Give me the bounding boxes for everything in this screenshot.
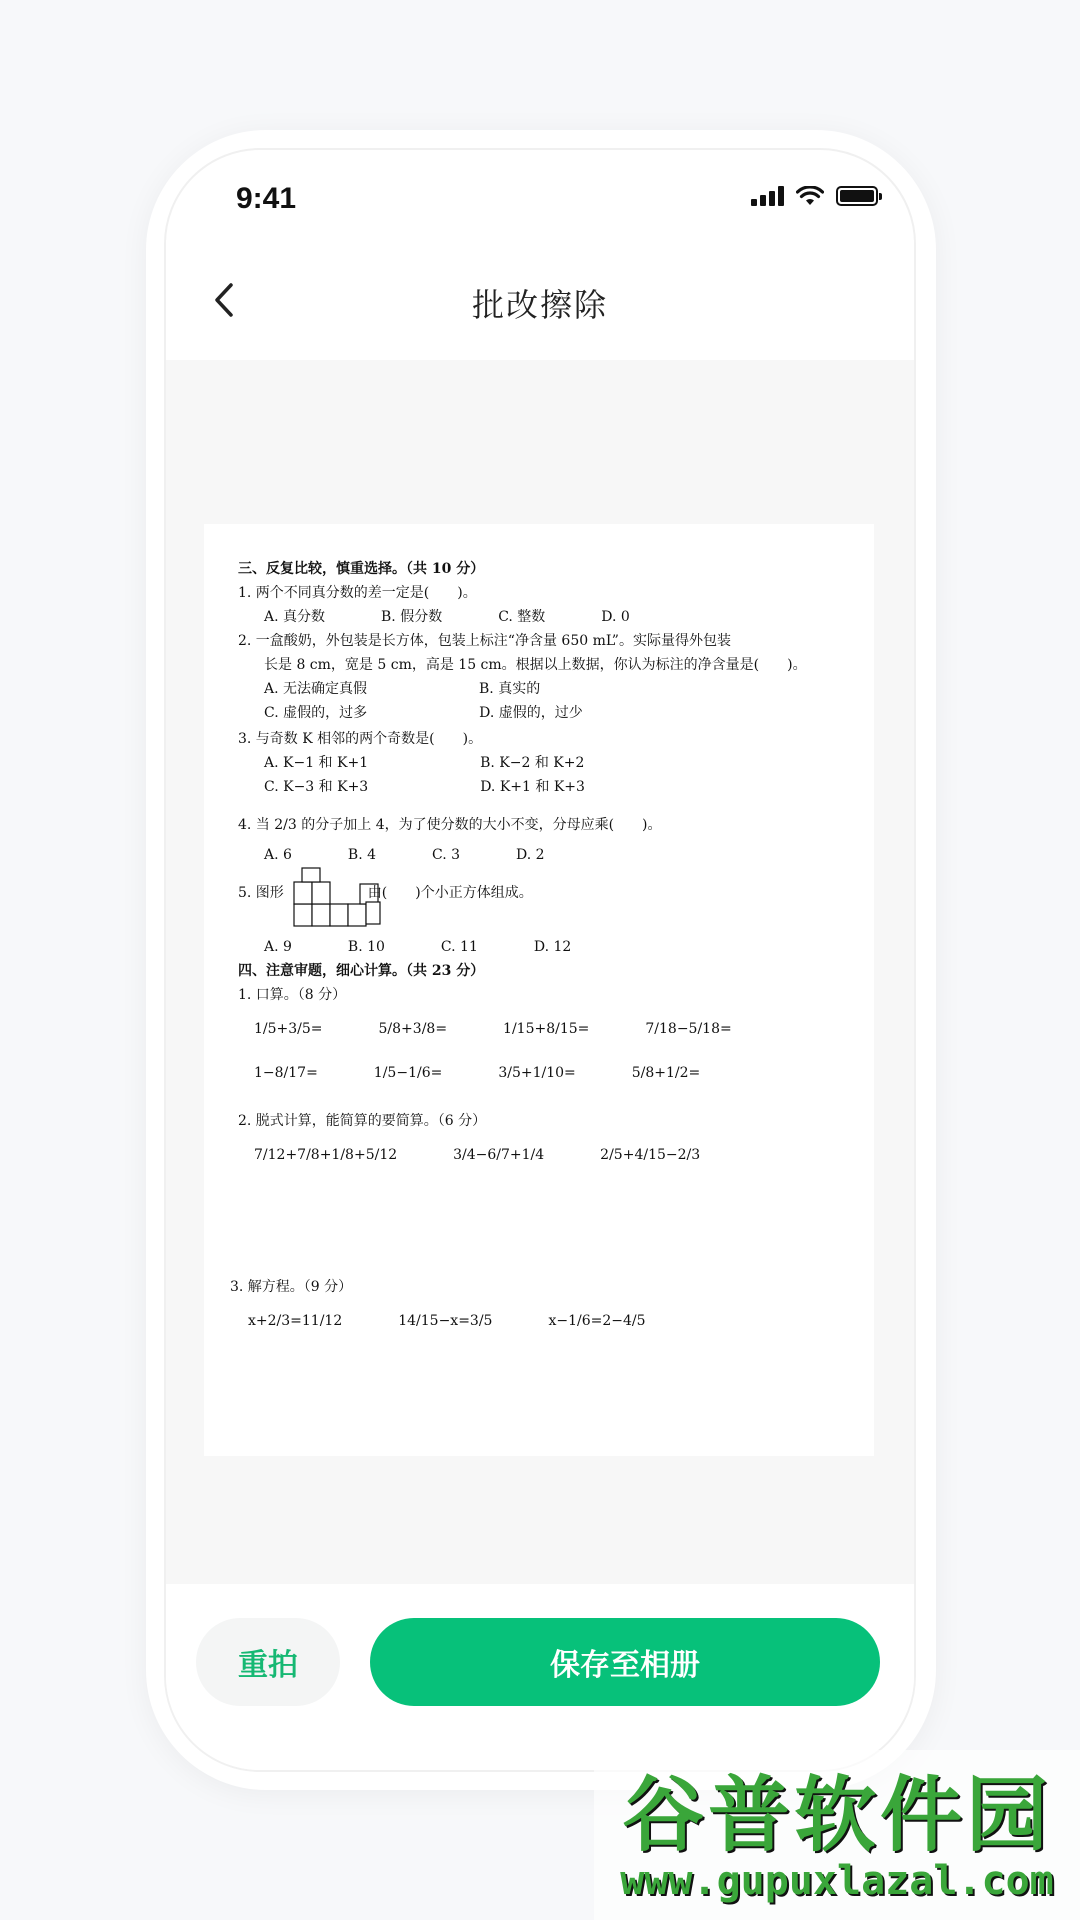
worksheet-line: 4. 当 2/3 的分子加上 4，为了使分数的大小不变，分母应乘( )。 (238, 817, 662, 833)
signal-icon (751, 186, 784, 206)
save-to-album-button[interactable]: 保存至相册 (370, 1618, 880, 1706)
wifi-icon (796, 186, 824, 206)
page-title: 批改擦除 (471, 286, 608, 324)
preview-area (166, 360, 914, 1622)
battery-icon (836, 186, 878, 206)
worksheet-line: C. K−3 和 K+3 D. K+1 和 K+3 (264, 779, 585, 795)
worksheet-line: 1/5+3/5= 5/8+3/8= 1/15+8/15= 7/18−5/18= (254, 1021, 732, 1037)
worksheet-line: 7/12+7/8+1/8+5/12 3/4−6/7+1/4 2/5+4/15−2/3 (254, 1147, 701, 1163)
worksheet-line: 1. 口算。（8 分） (238, 987, 347, 1003)
bottom-action-bar (166, 1584, 914, 1772)
worksheet-line: 5. 图形 由( )个小正方体组成。 (238, 885, 533, 901)
worksheet-line: x+2/3=11/12 14/15−x=3/5 x−1/6=2−4/5 (248, 1313, 646, 1329)
phone-screen (164, 148, 916, 1772)
worksheet-line: A. 真分数 B. 假分数 C. 整数 D. 0 (264, 609, 630, 625)
worksheet-line: A. 无法确定真假 B. 真实的 (264, 681, 541, 697)
status-icons (751, 186, 878, 206)
worksheet-line: 3. 与奇数 K 相邻的两个奇数是( )。 (238, 731, 483, 747)
worksheet-line: 2. 一盒酸奶，外包装是长方体，包装上标注“净含量 650 mL”。实际量得外包装 (238, 633, 731, 649)
retake-button[interactable]: 重拍 (196, 1618, 340, 1706)
watermark-title: 谷普软件园 (621, 1768, 1052, 1863)
worksheet-line: 四、注意审题，细心计算。（共 23 分） (238, 963, 485, 979)
watermark-url: www.gupuxlazal.com (620, 1858, 1054, 1904)
status-bar (166, 150, 914, 240)
worksheet-line: 3. 解方程。（9 分） (230, 1279, 353, 1295)
worksheet-line: 长是 8 cm，宽是 5 cm，高是 15 cm。根据以上数据，你认为标注的净含量是( )。 (264, 657, 807, 673)
worksheet-line: A. 6 B. 4 C. 3 D. 2 (264, 847, 545, 863)
status-time: 9:41 (236, 182, 297, 215)
worksheet-line: C. 虚假的，过多 D. 虚假的，过少 (264, 705, 583, 721)
worksheet-line: A. 9 B. 10 C. 11 D. 12 (264, 939, 572, 955)
worksheet-line: 三、反复比较，慎重选择。（共 10 分） (238, 561, 485, 577)
watermark (594, 1750, 1080, 1920)
worksheet-line: A. K−1 和 K+1 B. K−2 和 K+2 (264, 755, 585, 771)
worksheet-line: 2. 脱式计算，能简算的要简算。（6 分） (238, 1113, 487, 1129)
worksheet-line: 1. 两个不同真分数的差一定是( )。 (238, 585, 477, 601)
nav-bar (166, 240, 914, 360)
worksheet-line: 1−8/17= 1/5−1/6= 3/5+1/10= 5/8+1/2= (254, 1065, 701, 1081)
worksheet-image (204, 524, 874, 1456)
